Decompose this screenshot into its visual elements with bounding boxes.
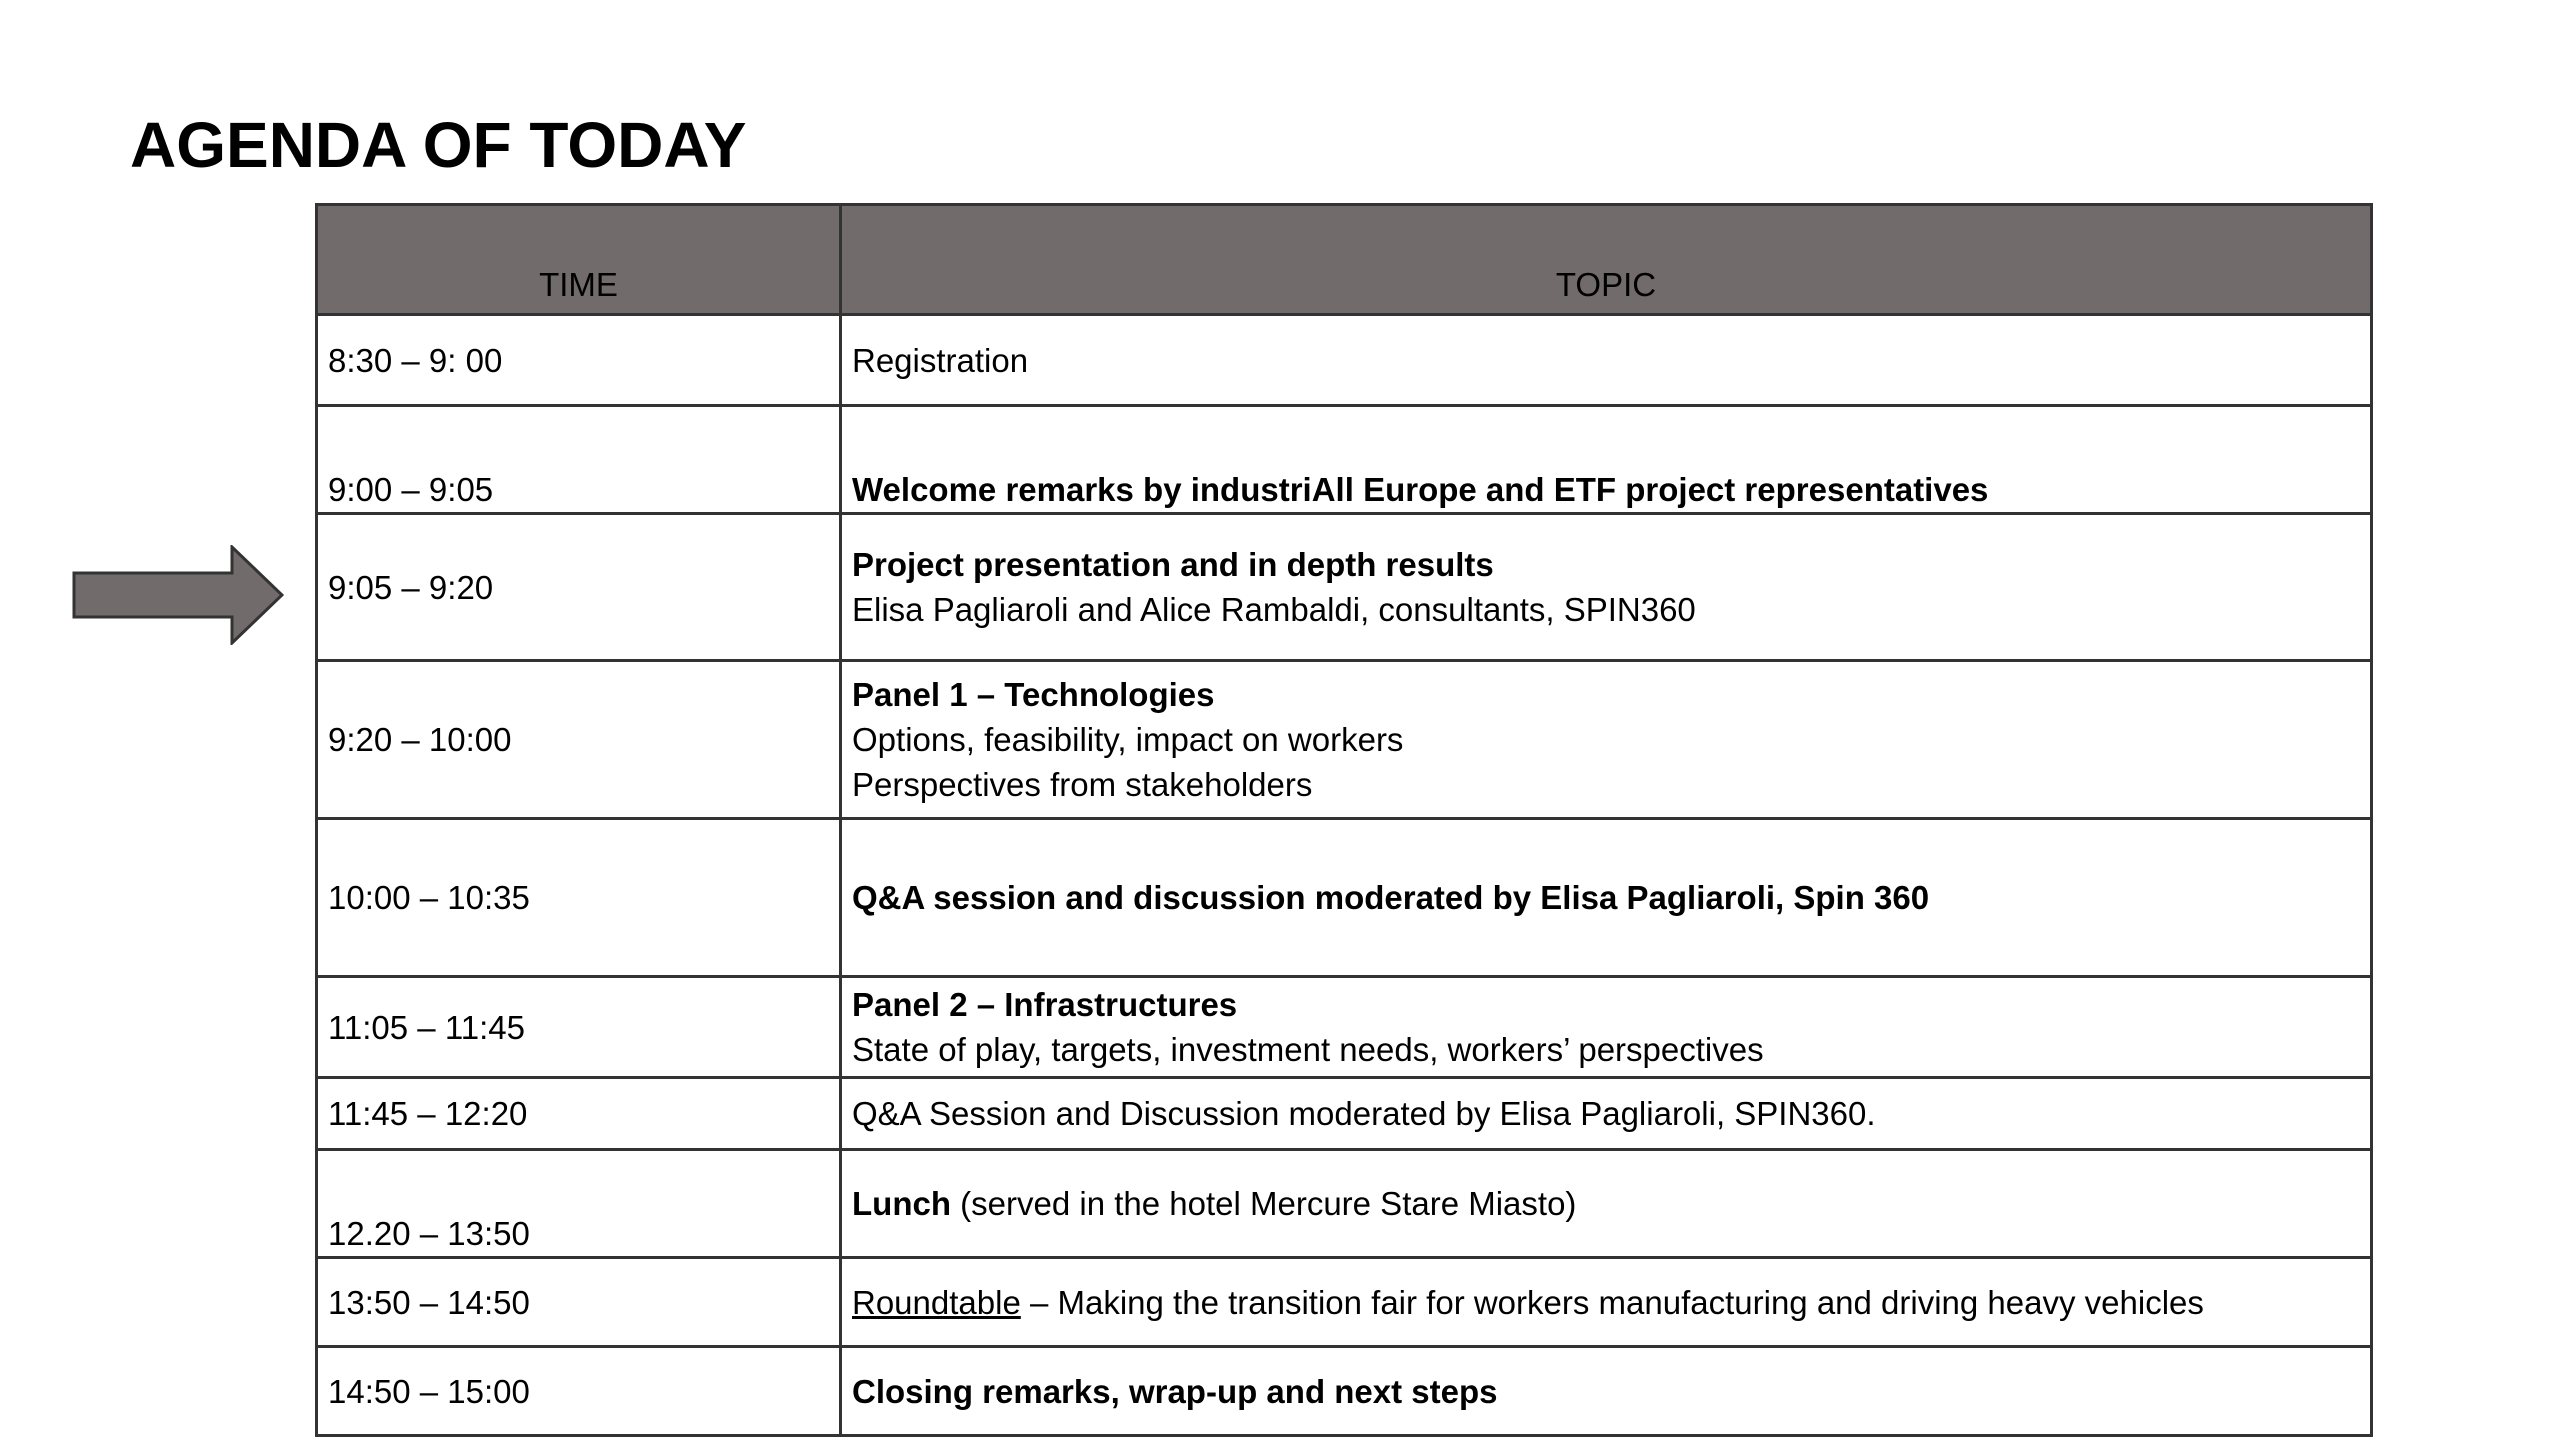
topic-lunch <box>852 1181 2360 1226</box>
table-row <box>317 661 2372 819</box>
row-topic <box>841 1078 2372 1150</box>
topic-heading: Welcome remarks by industriAll Europe and ETF project representatives <box>852 471 1989 508</box>
topic-heading: Q&A session and discussion moderated by Elisa Pagliaroli, Spin 360 <box>852 879 1930 916</box>
lunch-label: Lunch <box>852 1185 951 1222</box>
agenda-table <box>315 203 2373 1437</box>
topic-heading: Project presentation and in depth results <box>852 546 1494 583</box>
topic-detail: Options, feasibility, impact on workers <box>852 721 1404 758</box>
row-time: 10:00 – 10:35 <box>317 819 841 977</box>
topic-detail: Perspectives from stakeholders <box>852 766 1313 803</box>
table-row <box>317 1150 2372 1258</box>
row-topic <box>841 315 2372 406</box>
row-time: 14:50 – 15:00 <box>317 1347 841 1436</box>
row-time: 11:05 – 11:45 <box>317 977 841 1078</box>
row-time: 11:45 – 12:20 <box>317 1078 841 1150</box>
topic-heading: Panel 2 – Infrastructures <box>852 986 1238 1023</box>
table-row <box>317 406 2372 514</box>
row-topic <box>841 1258 2372 1347</box>
row-topic <box>841 661 2372 819</box>
topic-detail: State of play, targets, investment needs, workers’ perspectives <box>852 1031 1764 1068</box>
table-row <box>317 1078 2372 1150</box>
row-time: 8:30 – 9: 00 <box>317 315 841 406</box>
row-topic <box>841 406 2372 514</box>
right-arrow-icon <box>72 545 284 645</box>
table-row <box>317 977 2372 1078</box>
table-row <box>317 1347 2372 1436</box>
table-row <box>317 819 2372 977</box>
row-time: 9:20 – 10:00 <box>317 661 841 819</box>
row-topic <box>841 1347 2372 1436</box>
row-topic <box>841 1150 2372 1258</box>
row-topic <box>841 514 2372 661</box>
topic-roundtable <box>852 1280 2360 1325</box>
lunch-detail: (served in the hotel Mercure Stare Miasto) <box>950 1185 1577 1222</box>
topic-heading: Closing remarks, wrap-up and next steps <box>852 1372 1498 1410</box>
row-time: 9:05 – 9:20 <box>317 514 841 661</box>
roundtable-link[interactable]: Roundtable <box>852 1283 1021 1321</box>
row-time: 9:00 – 9:05 <box>317 406 841 514</box>
topic-text: Q&A Session and Discussion moderated by Elisa Pagliaroli, SPIN360. <box>852 1095 1876 1132</box>
row-time: 13:50 – 14:50 <box>317 1258 841 1347</box>
row-topic <box>841 819 2372 977</box>
header-topic: TOPIC <box>841 205 2372 315</box>
topic-detail: Elisa Pagliaroli and Alice Rambaldi, consultants, SPIN360 <box>852 591 1696 628</box>
topic-text: Registration <box>852 341 1029 379</box>
table-row <box>317 514 2372 661</box>
roundtable-detail: – Making the transition fair for workers manufacturing and driving heavy vehicles <box>1020 1283 2204 1321</box>
table-row <box>317 315 2372 406</box>
row-time: 12.20 – 13:50 <box>317 1150 841 1258</box>
topic-heading: Panel 1 – Technologies <box>852 676 1215 713</box>
table-header-row <box>317 205 2372 315</box>
header-time: TIME <box>317 205 841 315</box>
table-row <box>317 1258 2372 1347</box>
page-title: AGENDA OF TODAY <box>130 109 747 181</box>
row-topic <box>841 977 2372 1078</box>
